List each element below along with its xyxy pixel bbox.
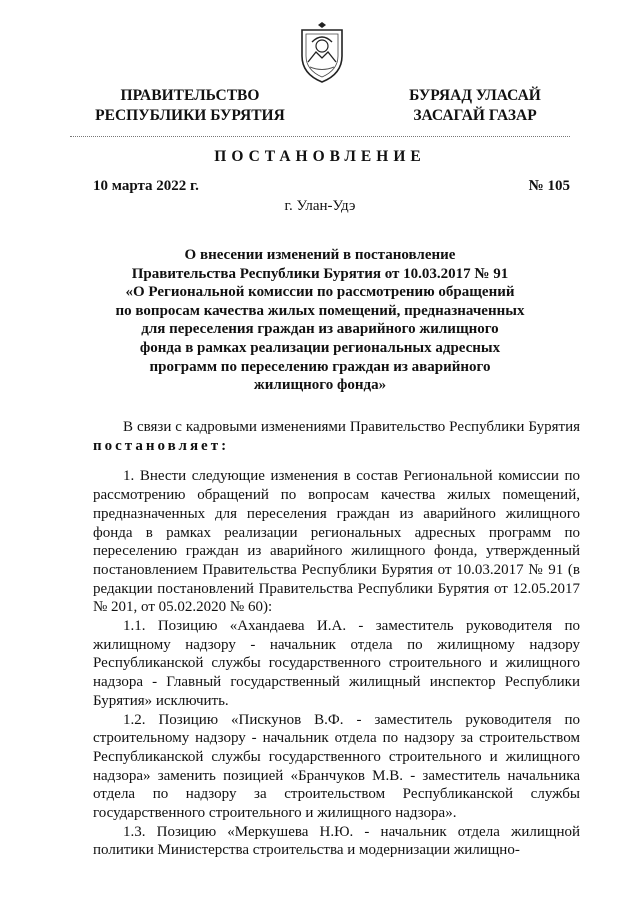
subject-line: Правительства Республики Бурятия от 10.03.2017 № 91 xyxy=(131,265,509,282)
document-number: № 105 xyxy=(528,178,570,194)
body-paragraph: 1.2. Позицию «Пискунов В.Ф. - заместитель руководителя по строительному надзору - начальник отдела по надзору за строительством Республиканской службы государственного строительного и жилищного надзора» заменить позицией «Бранчуков М.В. - заместитель начальника отдела по надзору за строительством Республиканской службы государственного строительного и жилищного надзора». xyxy=(93,711,580,822)
header-divider xyxy=(70,136,570,137)
intro-text: В связи с кадровыми изменениями Правительство Республики Бурятия xyxy=(123,419,580,435)
body-paragraph: 1.1. Позицию «Ахандаева И.А. - заместитель руководителя по жилищному надзору - начальник отдела по жилищному надзору Республиканской службы государственного строительного и жилищного надзора - Главный государственный жилищный инспектор Республики Бурятия» исключить. xyxy=(93,618,580,709)
government-name-buryat-line2: ЗАСАГАЙ ГАЗАР xyxy=(413,107,537,124)
government-name-buryat-line1: БУРЯАД УЛАСАЙ xyxy=(409,87,541,104)
government-name-line1: ПРАВИТЕЛЬСТВО xyxy=(120,87,260,104)
coat-of-arms-icon xyxy=(298,22,346,84)
subject-line: программ по переселению граждан из аварийного xyxy=(149,358,491,375)
document-date: 10 марта 2022 г. xyxy=(93,178,199,194)
subject-line: для переселения граждан из аварийного жилищного xyxy=(141,321,499,338)
subject-line: по вопросам качества жилых помещений, предназначенных xyxy=(115,302,525,319)
subject-line: фонда в рамках реализации региональных адресных xyxy=(139,339,501,356)
body-paragraph: 1. Внести следующие изменения в состав Региональной комиссии по рассмотрению обращений по вопросам качества жилых помещений, предназначенных для переселения граждан из аварийного жилищного фонда в рамках реализации региональных адресных программ по переселению граждан из аварийного жилищного фонда, утвержденный постановлением Правительства Республики Бурятия от 10.03.2017 № 91 (в редакции постановлений Правительства Республики Бурятия от 12.05.2017 № 201, от 05.02.2020 № 60): xyxy=(93,468,580,616)
subject-line: жилищного фонда» xyxy=(253,377,387,394)
document-subject xyxy=(100,246,540,395)
resolves-word: постановляет: xyxy=(93,437,230,454)
government-name-buryat xyxy=(395,86,555,126)
government-name-line2: РЕСПУБЛИКИ БУРЯТИЯ xyxy=(95,107,285,124)
subject-line: О внесении изменений в постановление xyxy=(184,247,456,263)
body-paragraph: 1.3. Позицию «Меркушева Н.Ю. - начальник отдела жилищной политики Министерства строительства и модернизации жилищно- xyxy=(93,823,580,859)
government-name xyxy=(70,86,310,126)
intro-paragraph xyxy=(93,418,580,455)
subject-line: «О Региональной комиссии по рассмотрению обращений xyxy=(125,284,515,301)
document-title: ПОСТАНОВЛЕНИЕ xyxy=(214,148,426,165)
document-body xyxy=(93,418,580,860)
document-city: г. Улан-Удэ xyxy=(284,198,356,214)
